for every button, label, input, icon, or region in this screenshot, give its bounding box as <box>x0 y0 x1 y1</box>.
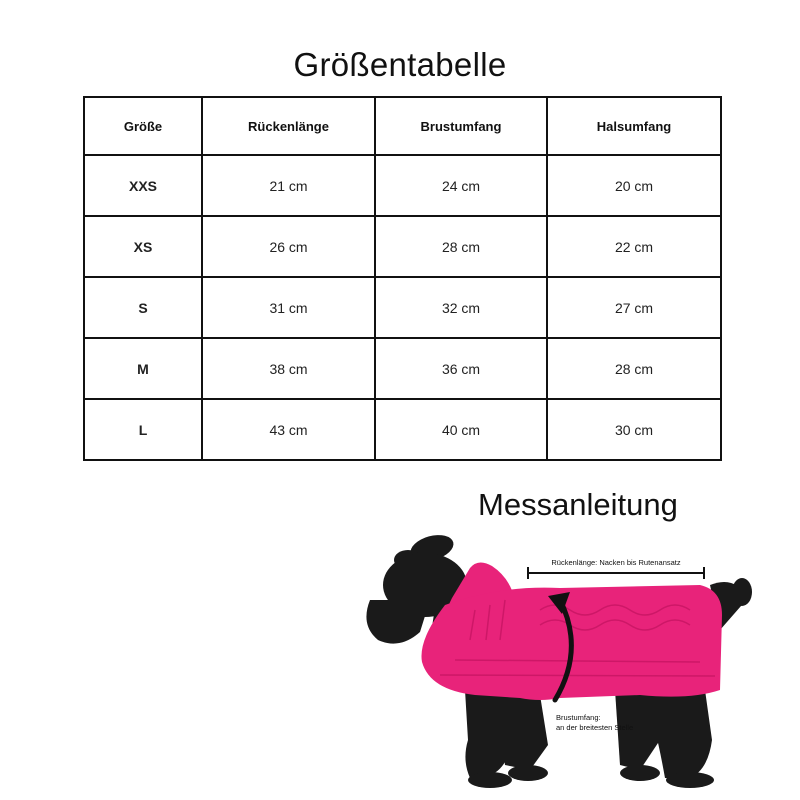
size-table <box>83 96 722 461</box>
table-row <box>84 399 721 460</box>
header-neck: Halsumfang <box>547 97 721 155</box>
neck-cell: 20 cm <box>547 155 721 216</box>
back-length-label: Rückenlänge: Nacken bis Rutenansatz <box>551 558 681 567</box>
table-row <box>84 277 721 338</box>
table-row <box>84 338 721 399</box>
neck-cell: 22 cm <box>547 216 721 277</box>
back-length-cell: 26 cm <box>202 216 375 277</box>
table-header-row <box>84 97 721 155</box>
header-size: Größe <box>84 97 202 155</box>
chest-cell: 36 cm <box>375 338 547 399</box>
back-length-cell: 31 cm <box>202 277 375 338</box>
page-title: Größentabelle <box>293 46 507 83</box>
neck-cell: 27 cm <box>547 277 721 338</box>
chest-cell: 28 cm <box>375 216 547 277</box>
header-back-length: Rückenlänge <box>202 97 375 155</box>
chest-label-line1: Brustumfang: <box>556 713 601 722</box>
neck-cell: 28 cm <box>547 338 721 399</box>
back-length-cell: 43 cm <box>202 399 375 460</box>
chest-cell: 40 cm <box>375 399 547 460</box>
size-cell: XXS <box>84 155 202 216</box>
header-chest: Brustumfang <box>375 97 547 155</box>
dog-measurement-illustration <box>355 525 775 800</box>
back-length-line <box>528 567 704 579</box>
guide-title: Messanleitung <box>478 487 678 522</box>
back-length-cell: 21 cm <box>202 155 375 216</box>
size-cell: M <box>84 338 202 399</box>
chest-label-line2: an der breitesten Stelle <box>556 723 634 732</box>
table-row <box>84 216 721 277</box>
chest-cell: 24 cm <box>375 155 547 216</box>
size-cell: L <box>84 399 202 460</box>
back-length-cell: 38 cm <box>202 338 375 399</box>
chest-cell: 32 cm <box>375 277 547 338</box>
neck-cell: 30 cm <box>547 399 721 460</box>
size-cell: XS <box>84 216 202 277</box>
table-row <box>84 155 721 216</box>
size-cell: S <box>84 277 202 338</box>
